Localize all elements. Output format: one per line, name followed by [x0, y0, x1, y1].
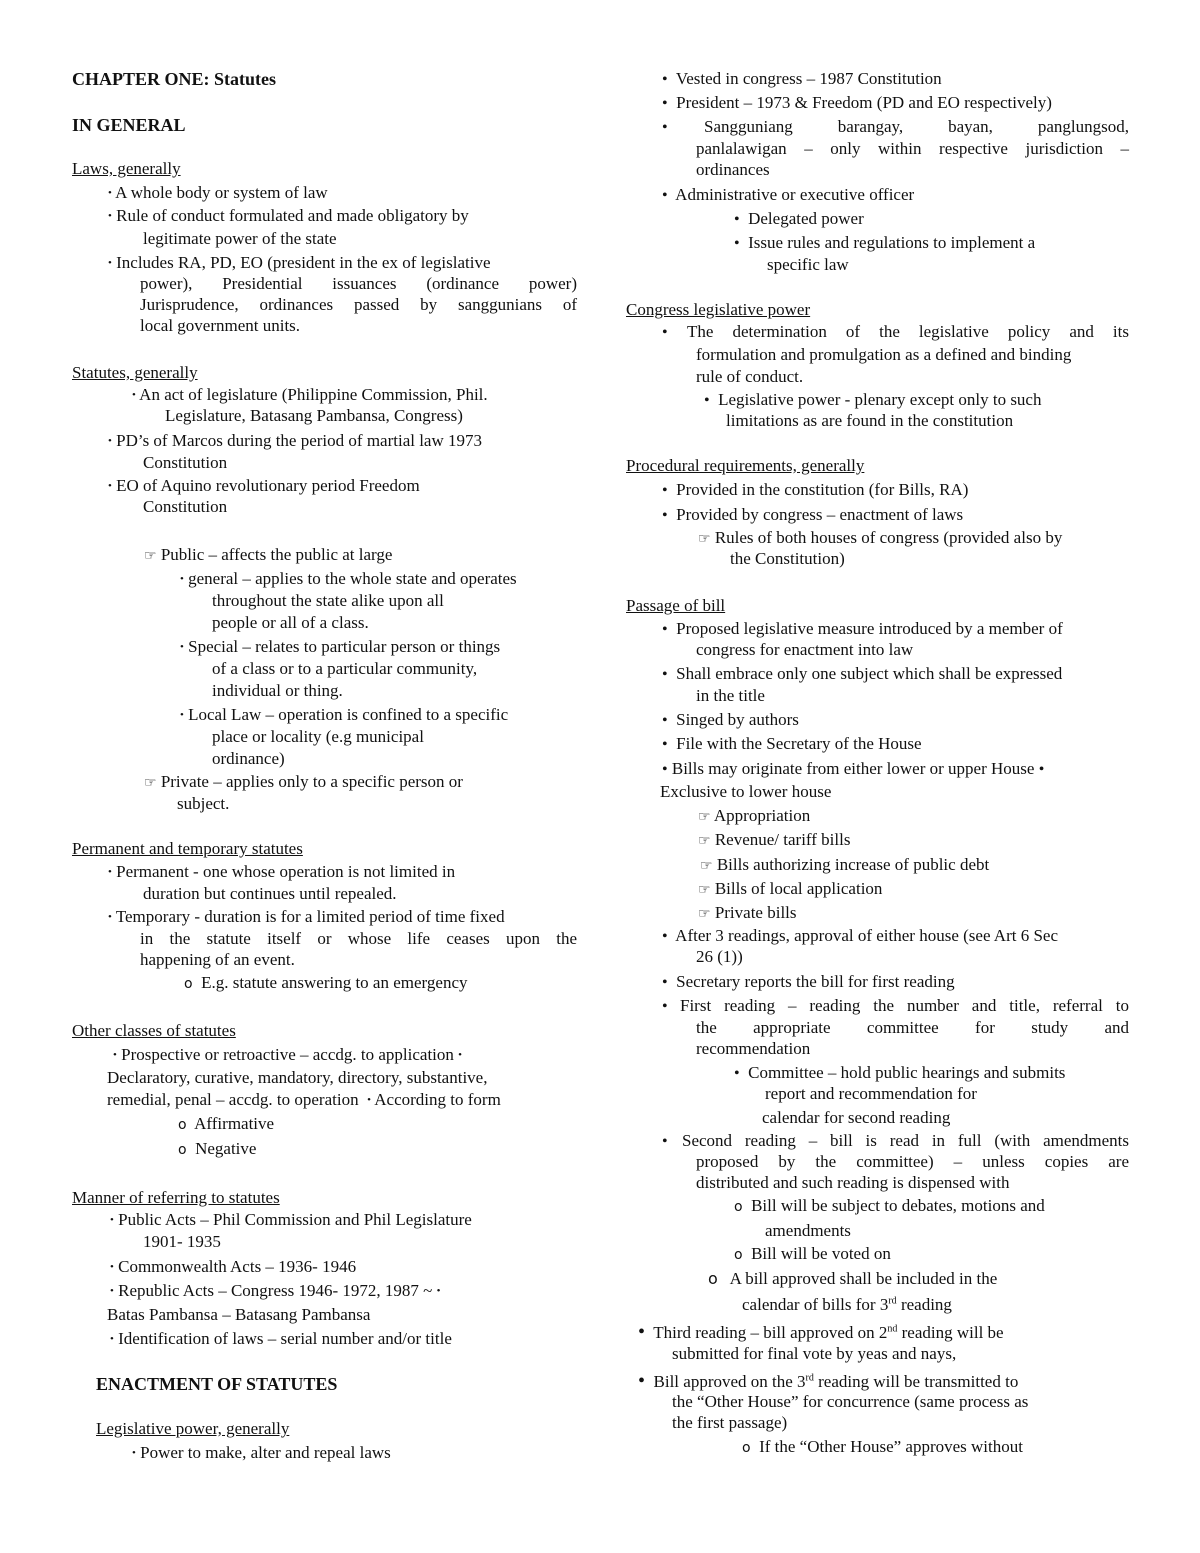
- heading-manner-referring: Manner of referring to statutes: [72, 1188, 280, 1207]
- circle-bullet-icon: o: [708, 1269, 718, 1288]
- list-item-continuation: distributed and such reading is dispensed with: [696, 1173, 1010, 1192]
- bullet-icon: •: [662, 119, 668, 136]
- bullet-icon: •: [662, 974, 668, 991]
- pointing-hand-icon: ☞: [698, 833, 711, 849]
- bullet-icon: •: [110, 1261, 114, 1273]
- list-item: • Republic Acts – Congress 1946- 1972, 1987 ~ •: [110, 1281, 441, 1300]
- bullet-icon: •: [108, 480, 112, 492]
- bullet-icon: •: [638, 1370, 646, 1392]
- list-item: ☞ Bills authorizing increase of public debt: [700, 855, 990, 874]
- pointing-hand-icon: ☞: [144, 548, 157, 564]
- list-item-continuation: in the title: [696, 686, 765, 705]
- list-item: • Third reading – bill approved on 2nd reading will be: [638, 1321, 1004, 1343]
- list-item-continuation: Constitution: [143, 453, 228, 472]
- bullet-icon: •: [110, 1214, 114, 1226]
- bullet-icon: •: [734, 211, 740, 228]
- heading-statutes-generally: Statutes, generally: [72, 363, 198, 382]
- list-item: ☞ Rules of both houses of congress (provided also by: [698, 528, 1063, 547]
- list-item-bullet: [662, 323, 668, 341]
- list-item: • After 3 readings, approval of either house (see Art 6 Sec: [662, 926, 1059, 945]
- list-item-continuation: submitted for final vote by yeas and nays,: [672, 1344, 957, 1363]
- list-item: • Committee – hold public hearings and submits: [734, 1063, 1066, 1082]
- bullet-icon: •: [662, 95, 668, 112]
- bullet-icon: •: [638, 1321, 646, 1343]
- list-item-continuation: duration but continues until repealed.: [143, 884, 397, 903]
- list-item-continuation: the appropriate committee for study and: [696, 1018, 1129, 1037]
- list-item: • Commonwealth Acts – 1936- 1946: [110, 1257, 357, 1276]
- list-item-continuation: people or all of a class.: [212, 613, 369, 632]
- bullet-icon: •: [662, 736, 668, 753]
- bullet-icon: •: [662, 998, 668, 1015]
- bullet-icon: •: [458, 1049, 463, 1061]
- list-item-continuation: report and recommendation for: [765, 1084, 977, 1103]
- bullet-icon: •: [367, 1094, 371, 1106]
- heading-legislative-power: Legislative power, generally: [96, 1419, 290, 1438]
- list-item: • Local Law – operation is confined to a specific: [180, 705, 509, 724]
- list-item-continuation: legitimate power of the state: [143, 229, 337, 248]
- bullet-icon: •: [704, 392, 710, 409]
- bullet-icon: •: [662, 71, 668, 88]
- bullet-icon: •: [662, 1133, 668, 1150]
- list-item: The determination of the legislative policy and its: [687, 322, 1129, 341]
- list-item-continuation: proposed by the committee) – unless copies are: [696, 1152, 1129, 1171]
- list-item-continuation: remedial, penal – accdg. to operation • According to form: [107, 1090, 501, 1109]
- list-item: • An act of legislature (Philippine Commission, Phil.: [132, 385, 488, 404]
- circle-bullet-icon: o: [742, 1440, 751, 1456]
- heading-permanent-temporary: Permanent and temporary statutes: [72, 839, 303, 858]
- section-heading-in-general: IN GENERAL: [72, 115, 186, 135]
- list-item-continuation: Batas Pambansa – Batasang Pambansa: [107, 1305, 371, 1324]
- list-item: ☞ Public – affects the public at large: [144, 545, 393, 564]
- list-item-continuation: power), Presidential issuances (ordinance power): [140, 274, 577, 293]
- list-item: • Permanent - one whose operation is not limited in: [108, 862, 456, 881]
- pointing-hand-icon: ☞: [698, 531, 711, 547]
- list-item-continuation: the first passage): [672, 1413, 788, 1432]
- bullet-icon: •: [662, 507, 668, 524]
- circle-bullet-icon: o: [734, 1247, 743, 1263]
- pointing-hand-icon: ☞: [700, 858, 713, 874]
- list-item-continuation: throughout the state alike upon all: [212, 591, 444, 610]
- heading-other-classes: Other classes of statutes: [72, 1021, 236, 1040]
- bullet-icon: •: [108, 435, 112, 447]
- list-item-continuation: panlalawigan – only within respective jurisdiction –: [696, 139, 1129, 158]
- bullet-icon: •: [662, 187, 668, 204]
- heading-congress-power: Congress legislative power: [626, 300, 811, 319]
- list-item-continuation: congress for enactment into law: [696, 640, 914, 659]
- list-item-bullet: [662, 118, 668, 136]
- list-item: • Legislative power - plenary except only to such: [704, 390, 1042, 409]
- list-item-continuation: of a class or to a particular community,: [212, 659, 478, 678]
- bullet-icon: •: [662, 324, 668, 341]
- list-item-continuation: Exclusive to lower house: [660, 782, 832, 801]
- bullet-icon: •: [662, 621, 668, 638]
- heading-laws-generally: Laws, generally: [72, 159, 181, 178]
- list-item: o A bill approved shall be included in the: [708, 1269, 998, 1288]
- list-item: • Secretary reports the bill for first reading: [662, 972, 955, 991]
- list-item: • File with the Secretary of the House: [662, 734, 922, 753]
- list-item: • Special – relates to particular person or things: [180, 637, 501, 656]
- list-item-continuation: subject.: [177, 794, 230, 813]
- section-heading-enactment: ENACTMENT OF STATUTES: [96, 1374, 338, 1394]
- list-item-continuation: 1901- 1935: [143, 1232, 221, 1251]
- heading-passage-of-bill: Passage of bill: [626, 596, 726, 615]
- list-item: • Identification of laws – serial number and/or title: [110, 1329, 452, 1348]
- bullet-icon: •: [734, 235, 740, 252]
- circle-bullet-icon: o: [178, 1142, 187, 1158]
- list-item: ☞ Private bills: [698, 903, 797, 922]
- list-item-continuation: amendments: [765, 1221, 851, 1240]
- list-item-continuation: in the statute itself or whose life ceases upon the: [140, 929, 577, 948]
- bullet-icon: •: [662, 666, 668, 683]
- list-item: ☞ Bills of local application: [698, 879, 883, 898]
- list-item-continuation: formulation and promulgation as a defined and binding: [696, 345, 1072, 364]
- list-item-continuation: local government units.: [140, 316, 301, 335]
- list-item: • Proposed legislative measure introduced by a member of: [662, 619, 1063, 638]
- list-item: ☞ Private – applies only to a specific person or: [144, 772, 463, 791]
- bullet-icon: •: [110, 1285, 114, 1297]
- pointing-hand-icon: ☞: [698, 809, 711, 825]
- list-item: Second reading – bill is read in full (with amendments: [682, 1131, 1129, 1150]
- list-item-continuation: 26 (1)): [696, 947, 743, 966]
- list-item: ☞ Revenue/ tariff bills: [698, 830, 851, 849]
- list-item-continuation: individual or thing.: [212, 681, 343, 700]
- bullet-icon: •: [734, 1065, 740, 1082]
- list-item-continuation: Jurisprudence, ordinances passed by sanggunians of: [140, 295, 577, 314]
- list-item: o Bill will be subject to debates, motions and: [734, 1196, 1045, 1215]
- list-item: • Bills may originate from either lower or upper House •: [662, 759, 1045, 778]
- circle-bullet-icon: o: [178, 1117, 187, 1133]
- bullet-icon: •: [662, 712, 668, 729]
- list-item: o Affirmative: [178, 1114, 275, 1133]
- bullet-icon: •: [180, 709, 184, 721]
- pointing-hand-icon: ☞: [698, 906, 711, 922]
- list-item-continuation: the “Other House” for concurrence (same process as: [672, 1392, 1029, 1411]
- list-item: First reading – reading the number and title, referral to: [680, 996, 1129, 1015]
- bullet-icon: •: [132, 1447, 136, 1459]
- list-item-continuation: ordinance): [212, 749, 285, 768]
- list-item: • Prospective or retroactive – accdg. to application •: [113, 1045, 463, 1064]
- pointing-hand-icon: ☞: [144, 775, 157, 791]
- circle-bullet-icon: o: [184, 976, 193, 992]
- bullet-icon: •: [1038, 761, 1045, 778]
- bullet-icon: •: [108, 257, 112, 269]
- bullet-icon: •: [180, 573, 184, 585]
- list-item: o Negative: [178, 1139, 257, 1158]
- bullet-icon: •: [436, 1285, 441, 1297]
- list-item: • Temporary - duration is for a limited period of time fixed: [108, 907, 505, 926]
- list-item: • EO of Aquino revolutionary period Freedom: [108, 476, 420, 495]
- bullet-icon: •: [108, 187, 112, 199]
- heading-procedural-requirements: Procedural requirements, generally: [626, 456, 865, 475]
- list-item-continuation: the Constitution): [730, 549, 845, 568]
- list-item-continuation: limitations as are found in the constitution: [726, 411, 1014, 430]
- list-item-continuation: calendar of bills for 3rd reading: [742, 1295, 952, 1314]
- list-item-continuation: place or locality (e.g municipal: [212, 727, 424, 746]
- list-item: • Shall embrace only one subject which shall be expressed: [662, 664, 1063, 683]
- list-item-continuation: specific law: [767, 255, 849, 274]
- bullet-icon: •: [132, 389, 136, 401]
- list-item: Sangguniang barangay, bayan, panglungsod,: [704, 117, 1129, 136]
- bullet-icon: •: [662, 761, 668, 778]
- list-item: • Provided by congress – enactment of laws: [662, 505, 964, 524]
- list-item: o Bill will be voted on: [734, 1244, 891, 1263]
- list-item: o E.g. statute answering to an emergency: [184, 973, 468, 992]
- list-item-continuation: ordinances: [696, 160, 770, 179]
- chapter-title: CHAPTER ONE: Statutes: [72, 69, 277, 89]
- list-item: • PD’s of Marcos during the period of martial law 1973: [108, 431, 483, 450]
- pointing-hand-icon: ☞: [698, 882, 711, 898]
- list-item: • Issue rules and regulations to implement a: [734, 233, 1036, 252]
- bullet-icon: •: [662, 482, 668, 499]
- circle-bullet-icon: o: [734, 1199, 743, 1215]
- bullet-icon: •: [113, 1049, 117, 1061]
- right-column: [600, 0, 1200, 1553]
- list-item-bullet: [662, 1132, 668, 1150]
- list-item-continuation: Legislature, Batasang Pambansa, Congress): [165, 406, 463, 425]
- list-item: • President – 1973 & Freedom (PD and EO respectively): [662, 93, 1052, 112]
- list-item: • Singed by authors: [662, 710, 799, 729]
- bullet-icon: •: [108, 911, 112, 923]
- bullet-icon: •: [110, 1333, 114, 1345]
- list-item: • Provided in the constitution (for Bills, RA): [662, 480, 969, 499]
- list-item: • Vested in congress – 1987 Constitution: [662, 69, 942, 88]
- list-item: o If the “Other House” approves without: [742, 1437, 1023, 1456]
- list-item-bullet: [662, 997, 668, 1015]
- list-item-continuation: Declaratory, curative, mandatory, directory, substantive,: [107, 1068, 488, 1087]
- list-item: • general – applies to the whole state and operates: [180, 569, 517, 588]
- list-item-continuation: recommendation: [696, 1039, 811, 1058]
- list-item: • Delegated power: [734, 209, 864, 228]
- list-item: • Includes RA, PD, EO (president in the ex of legislative: [108, 253, 491, 272]
- list-item: • Power to make, alter and repeal laws: [132, 1443, 391, 1462]
- list-item: ☞ Appropriation: [698, 806, 811, 825]
- list-item: • A whole body or system of law: [108, 183, 328, 202]
- bullet-icon: •: [180, 641, 184, 653]
- list-item-continuation: calendar for second reading: [762, 1108, 951, 1127]
- list-item: • Bill approved on the 3rd reading will be transmitted to: [638, 1370, 1019, 1392]
- list-item: • Public Acts – Phil Commission and Phil Legislature: [110, 1210, 472, 1229]
- list-item-continuation: Constitution: [143, 497, 228, 516]
- list-item-continuation: rule of conduct.: [696, 367, 804, 386]
- bullet-icon: •: [662, 928, 668, 945]
- list-item: • Administrative or executive officer: [662, 185, 915, 204]
- bullet-icon: •: [108, 210, 112, 222]
- bullet-icon: •: [108, 866, 112, 878]
- list-item-continuation: happening of an event.: [140, 950, 295, 969]
- list-item: • Rule of conduct formulated and made obligatory by: [108, 206, 469, 225]
